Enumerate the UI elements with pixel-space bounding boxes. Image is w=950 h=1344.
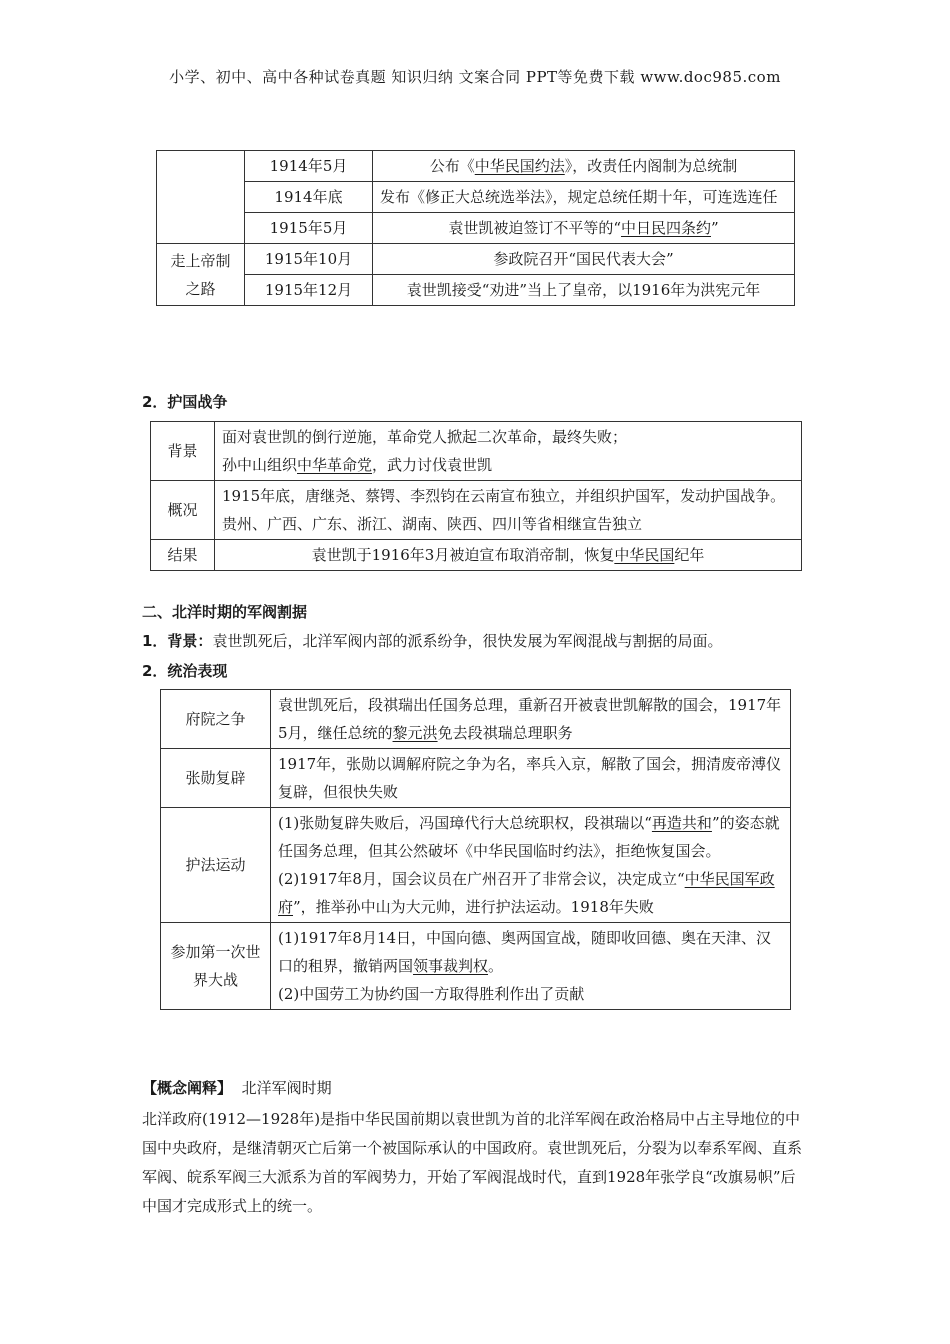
date-cell: 1915年5月 xyxy=(245,213,373,244)
content-paragraph xyxy=(278,924,783,980)
content-paragraph xyxy=(278,865,783,921)
page-header: 小学、初中、高中各种试卷真题 知识归纳 文案合同 PPT等免费下载 www.doc985.com xyxy=(169,68,781,86)
table-row xyxy=(157,182,795,213)
table-row xyxy=(151,540,802,571)
table-row xyxy=(161,749,791,808)
event-text: 袁世凯被迫签订不平等的“ xyxy=(448,219,621,237)
content-text: 孙中山组织 xyxy=(222,456,298,474)
content-text: 免去段祺瑞总理职务 xyxy=(437,724,573,742)
key-term: 中华民国 xyxy=(614,546,675,564)
concept-paragraph: 北洋政府(1912—1928年)是指中华民国前期以袁世凯为首的北洋军阀在政治格局中占主导地位的中国中央政府，是继清朝灭亡后第一个被国际承认的中国政府。袁世凯死后，分裂为以奉系军阀、直系军阀、皖系军阀三大派系为首的军阀势力，开始了军阀混战时代，直到1928年张学良“改旗易帜”后中国才完成形式上的统一。 xyxy=(142,1110,803,1215)
key-term: 中日民四条约 xyxy=(620,219,711,237)
key-term: 中华民国约法 xyxy=(474,157,565,175)
event-text: 公布《 xyxy=(429,157,475,175)
content-text: ”，推举孙中山为大元帅，进行护法运动。1918年失败 xyxy=(293,898,654,916)
group-label: 走上帝制之路 xyxy=(157,244,245,306)
row-label: 府院之争 xyxy=(161,690,271,749)
event-cell xyxy=(373,213,795,244)
row-label: 背景 xyxy=(151,422,215,481)
row-content xyxy=(271,690,791,749)
date-cell: 1915年10月 xyxy=(245,244,373,275)
row-label: 参加第一次世界大战 xyxy=(161,923,271,1010)
content-line xyxy=(222,451,794,479)
content-text: ，武力讨伐袁世凯 xyxy=(372,456,493,474)
event-cell xyxy=(373,151,795,182)
blank-cell xyxy=(157,151,245,244)
row-content xyxy=(215,540,802,571)
row-label: 张勋复辟 xyxy=(161,749,271,808)
row-content xyxy=(215,422,802,481)
table-row xyxy=(157,151,795,182)
key-term: 领事裁判权 xyxy=(413,957,489,975)
content-text: ”的姿态就任国务总理，但其公然破坏《中华民国临时约法》，拒绝恢复国会。 xyxy=(278,814,780,860)
row-label: 概况 xyxy=(151,481,215,540)
content-line: 面对袁世凯的倒行逆施，革命党人掀起二次革命，最终失败； xyxy=(222,428,628,446)
section-heading: 二、北洋时期的军阀割据 xyxy=(142,603,308,621)
event-cell: 参政院召开“国民代表大会” xyxy=(373,244,795,275)
row-content: 1915年底，唐继尧、蔡锷、李烈钧在云南宣布独立，并组织护国军，发动护国战争。贵州、广西、广东、浙江、湖南、陕西、四川等省相继宣告独立 xyxy=(215,481,802,540)
table-row xyxy=(157,244,795,275)
content-text: (1)张勋复辟失败后，冯国璋代行大总统职权，段祺瑞以“ xyxy=(278,814,652,832)
monarchy-table xyxy=(156,150,795,306)
key-term: 中华民国军政府 xyxy=(278,870,775,916)
row-content: 1917年，张勋以调解府院之争为名，率兵入京，解散了国会，拥清废帝溥仪复辟，但很快失败 xyxy=(271,749,791,808)
row-content xyxy=(271,808,791,923)
key-term: 再造共和 xyxy=(651,814,712,832)
concept-title: 北洋军阀时期 xyxy=(241,1079,332,1097)
row-label: 结果 xyxy=(151,540,215,571)
content-text: 。 xyxy=(488,957,504,975)
table-row xyxy=(157,213,795,244)
key-term: 中华革命党 xyxy=(297,456,373,474)
content-text: (2)1917年8月，国会议员在广州召开了非常会议，决定成立“ xyxy=(278,870,685,888)
content-text: (1)1917年8月14日，中国向德、奥两国宣战，随即收回德、奥在天津、汉口的租界，撤销两国 xyxy=(278,929,772,975)
section-title: 2．护国战争 xyxy=(142,393,228,411)
concept-heading xyxy=(142,1077,332,1098)
date-cell: 1914年5月 xyxy=(245,151,373,182)
date-cell: 1914年底 xyxy=(245,182,373,213)
event-text: 》，改责任内阁制为总统制 xyxy=(564,157,738,175)
body-text: 袁世凯死后，北洋军阀内部的派系纷争，很快发展为军阀混战与割据的局面。 xyxy=(212,632,723,650)
rule-table xyxy=(160,689,791,1010)
table-row xyxy=(151,422,802,481)
table-row xyxy=(151,481,802,540)
date-cell: 1915年12月 xyxy=(245,275,373,306)
section-title: 2．统治表现 xyxy=(142,662,228,680)
table-row xyxy=(157,275,795,306)
key-term: 黎元洪 xyxy=(392,724,438,742)
label: 1．背景： xyxy=(142,632,213,650)
event-cell: 袁世凯接受“劝进”当上了皇帝，以1916年为洪宪元年 xyxy=(373,275,795,306)
content-paragraph: (2)中国劳工为协约国一方取得胜利作出了贡献 xyxy=(278,985,585,1003)
table-row xyxy=(161,690,791,749)
content-paragraph xyxy=(278,809,783,865)
concept-tag: 【概念阐释】 xyxy=(142,1079,233,1097)
background-line xyxy=(142,630,722,651)
row-label: 护法运动 xyxy=(161,808,271,923)
content-text: 纪年 xyxy=(674,546,705,564)
table-row xyxy=(161,808,791,923)
content-text: 袁世凯死后，段祺瑞出任国务总理，重新召开被袁世凯解散的国会，1917年5月，继任总统的 xyxy=(278,696,782,742)
row-content xyxy=(271,923,791,1010)
event-text: ” xyxy=(711,219,719,237)
event-cell: 发布《修正大总统选举法》，规定总统任期十年，可连选连任 xyxy=(373,182,795,213)
content-text: 袁世凯于1916年3月被迫宣布取消帝制，恢复 xyxy=(311,546,615,564)
war-table xyxy=(150,421,802,571)
table-row xyxy=(161,923,791,1010)
